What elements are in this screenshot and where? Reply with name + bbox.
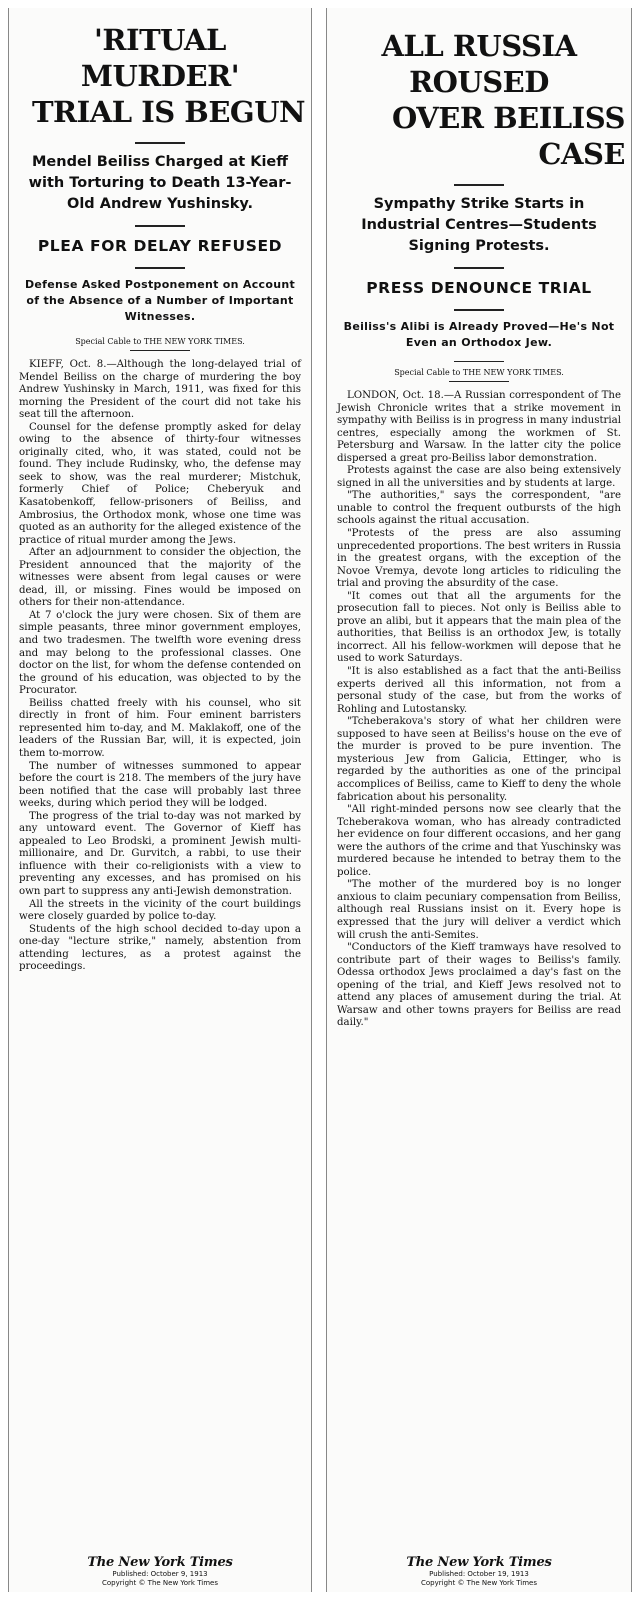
right-paragraph: "It comes out that all the arguments for the prosecution fall to pieces. Not only is Beiliss able to prove an alibi, but it appears that the main plea of the authorities, that Beiliss is an orthodox Jew, is totally incorrect. All his fellow-workmen will depose that he used to work Saturdays. bbox=[337, 590, 621, 665]
left-headline-line2: TRIAL IS BEGUN bbox=[31, 95, 305, 129]
right-paragraph: "Tcheberakova's story of what her children were supposed to have seen at Beiliss's house on the eve of the murder is proved to be pure invention. The mysterious Jew from Galicia, Ettinger, who is regarded by the authorities as one of the principal accomplices of Beiliss, came to Kieff to deny the whole fabrication about his personality. bbox=[337, 716, 621, 803]
left-article-clipping bbox=[8, 8, 312, 1592]
right-paragraph: LONDON, Oct. 18.—A Russian correspondent of The Jewish Chronicle writes that a strike movement in sympathy with Beiliss is in progress in many industrial centres, especially among the workmen of St. Petersburg and Warsaw. In the latter city the police dispersed a great pro-Beiliss labor demonstration. bbox=[337, 390, 621, 464]
nyt-logo: The New York Times bbox=[87, 1555, 233, 1570]
right-paragraph: "The mother of the murdered boy is no longer anxious to claim pecuniary compensation from Beiliss, although real Russians insist on it. Every hope is expressed that the jury will deliver a verdict which will crush the anti-Semites. bbox=[337, 879, 621, 941]
left-deck-3: Defense Asked Postponement on Account of the Absence of a Number of Important Witnesses. bbox=[24, 278, 296, 323]
left-article-body bbox=[9, 359, 311, 974]
right-deck-1: Sympathy Strike Starts in Industrial Centres—Students Signing Protests. bbox=[361, 196, 597, 254]
right-deck-2: PRESS DENOUNCE TRIAL bbox=[366, 279, 592, 297]
left-footer bbox=[9, 1555, 311, 1588]
nyt-logo: The New York Times bbox=[406, 1555, 552, 1570]
right-deck-3: Beiliss's Alibi is Already Proved—He's Not Even an Orthodox Jew. bbox=[343, 320, 615, 349]
right-paragraph: Protests against the case are also being extensively signed in all the universities and by students at large. bbox=[337, 465, 621, 489]
right-copyright: Copyright © The New York Times bbox=[421, 1579, 537, 1587]
right-paragraph: "All right-minded persons now see clearly that the Tcheberakova woman, who has already contradicted her evidence on four different occasions, and her gang were the authors of the crime and that Yuschinsky was murdered because he intended to betray them to the police. bbox=[337, 804, 621, 878]
left-copyright: Copyright © The New York Times bbox=[102, 1579, 218, 1587]
right-paragraph: "The authorities," says the correspondent, "are unable to control the frequent outbursts of the high schools against the ritual accusation. bbox=[337, 490, 621, 527]
left-paragraph: Beiliss chatted freely with his counsel, who sit directly in front of him. Four eminent barristers represented him to-day, and M. Maklakoff, one of the leaders of the Russian Bar, will, it is expected, join them to-morrow. bbox=[19, 697, 301, 759]
right-published-date: Published: October 19, 1913 bbox=[429, 1570, 529, 1578]
right-paragraph: "Protests of the press are also assuming unprecedented proportions. The best writers in Russia in the greatest organs, with the exception of the Novoe Vremya, devote long articles to ridiculing the trial and proving the absurdity of the case. bbox=[337, 528, 621, 590]
left-paragraph: KIEFF, Oct. 8.—Although the long-delayed trial of Mendel Beiliss on the charge of murdering the boy Andrew Yushinsky in March, 1911, was fixed for this morning the President of the court did not take his seat till the afternoon. bbox=[19, 359, 301, 421]
right-headline-line2: OVER BEILISS CASE bbox=[392, 101, 625, 171]
left-paragraph: After an adjournment to consider the objection, the President announced that the majority of the witnesses were absent from legal causes or were dead, ill, or missing. Fines would be imposed on others for their non-attendance. bbox=[19, 547, 301, 609]
right-paragraph: "It is also established as a fact that the anti-Beiliss experts derived all this information, not from a personal study of the case, but from the works of Rohling and Lutostansky. bbox=[337, 666, 621, 715]
left-deck-1: Mendel Beiliss Charged at Kieff with Torturing to Death 13-Year-Old Andrew Yushinsky. bbox=[28, 154, 292, 212]
left-paragraph: At 7 o'clock the jury were chosen. Six of them are simple peasants, three minor government employes, and two tradesmen. The twelfth wore evening dress and may belong to the professional classes. One doctor on the list, for whom the defense contended on the ground of his education, was objected to by the Procurator. bbox=[19, 609, 301, 697]
right-headline-line1: ALL RUSSIA ROUSED bbox=[381, 29, 577, 99]
right-article-clipping bbox=[326, 8, 632, 1592]
left-paragraph: All the streets in the vicinity of the court buildings were closely guarded by police to-day. bbox=[19, 898, 301, 923]
left-paragraph: Students of the high school decided to-day upon a one-day "lecture strike," namely, abstention from attending lectures, as a protest against the proceedings. bbox=[19, 923, 301, 973]
left-paragraph: The progress of the trial to-day was not marked by any untoward event. The Governor of Kieff has appealed to Leo Brodski, a prominent Jewish multi-millionaire, and Dr. Gurvitch, a rabbi, to use their influence with their co-religionists with a view to preventing any excesses, and has promised on his own part to suppress any anti-Jewish demonstration. bbox=[19, 810, 301, 897]
left-paragraph: The number of witnesses summoned to appear before the court is 218. The members of the jury have been notified that the case will probably last three weeks, during which period they will be lodged. bbox=[19, 760, 301, 810]
left-published-date: Published: October 9, 1913 bbox=[112, 1570, 208, 1578]
left-deck-2: PLEA FOR DELAY REFUSED bbox=[37, 237, 283, 255]
right-cable-line: Special Cable to THE NEW YORK TIMES. bbox=[394, 368, 564, 377]
left-paragraph: Counsel for the defense promptly asked for delay owing to the absence of thirty-four witnesses originally cited, who, it was stated, could not be found. They include Rudinsky, who, the defense may seek to show, was the real murderer; Mistchuk, formerly Chief of Police; Cheberyuk and Kasatobenkoff, fellow-prisoners of Beiliss, and Ambrosius, the Orthodox monk, whose one time was quoted as an authority for the alleged existence of the practice of ritual murder among the Jews. bbox=[19, 421, 301, 546]
left-headline-line1: 'RITUAL MURDER' bbox=[80, 23, 240, 93]
right-article-body bbox=[327, 390, 631, 1030]
left-cable-line: Special Cable to THE NEW YORK TIMES. bbox=[75, 337, 245, 346]
right-paragraph: "Conductors of the Kieff tramways have resolved to contribute part of their wages to Beiliss's family. Odessa orthodox Jews proclaimed a day's fast on the opening of the trial, and Kieff Jews resolved not to attend any places of amusement during the trial. At Warsaw and other towns prayers for Beiliss are read daily." bbox=[337, 942, 621, 1029]
right-footer bbox=[327, 1555, 631, 1588]
